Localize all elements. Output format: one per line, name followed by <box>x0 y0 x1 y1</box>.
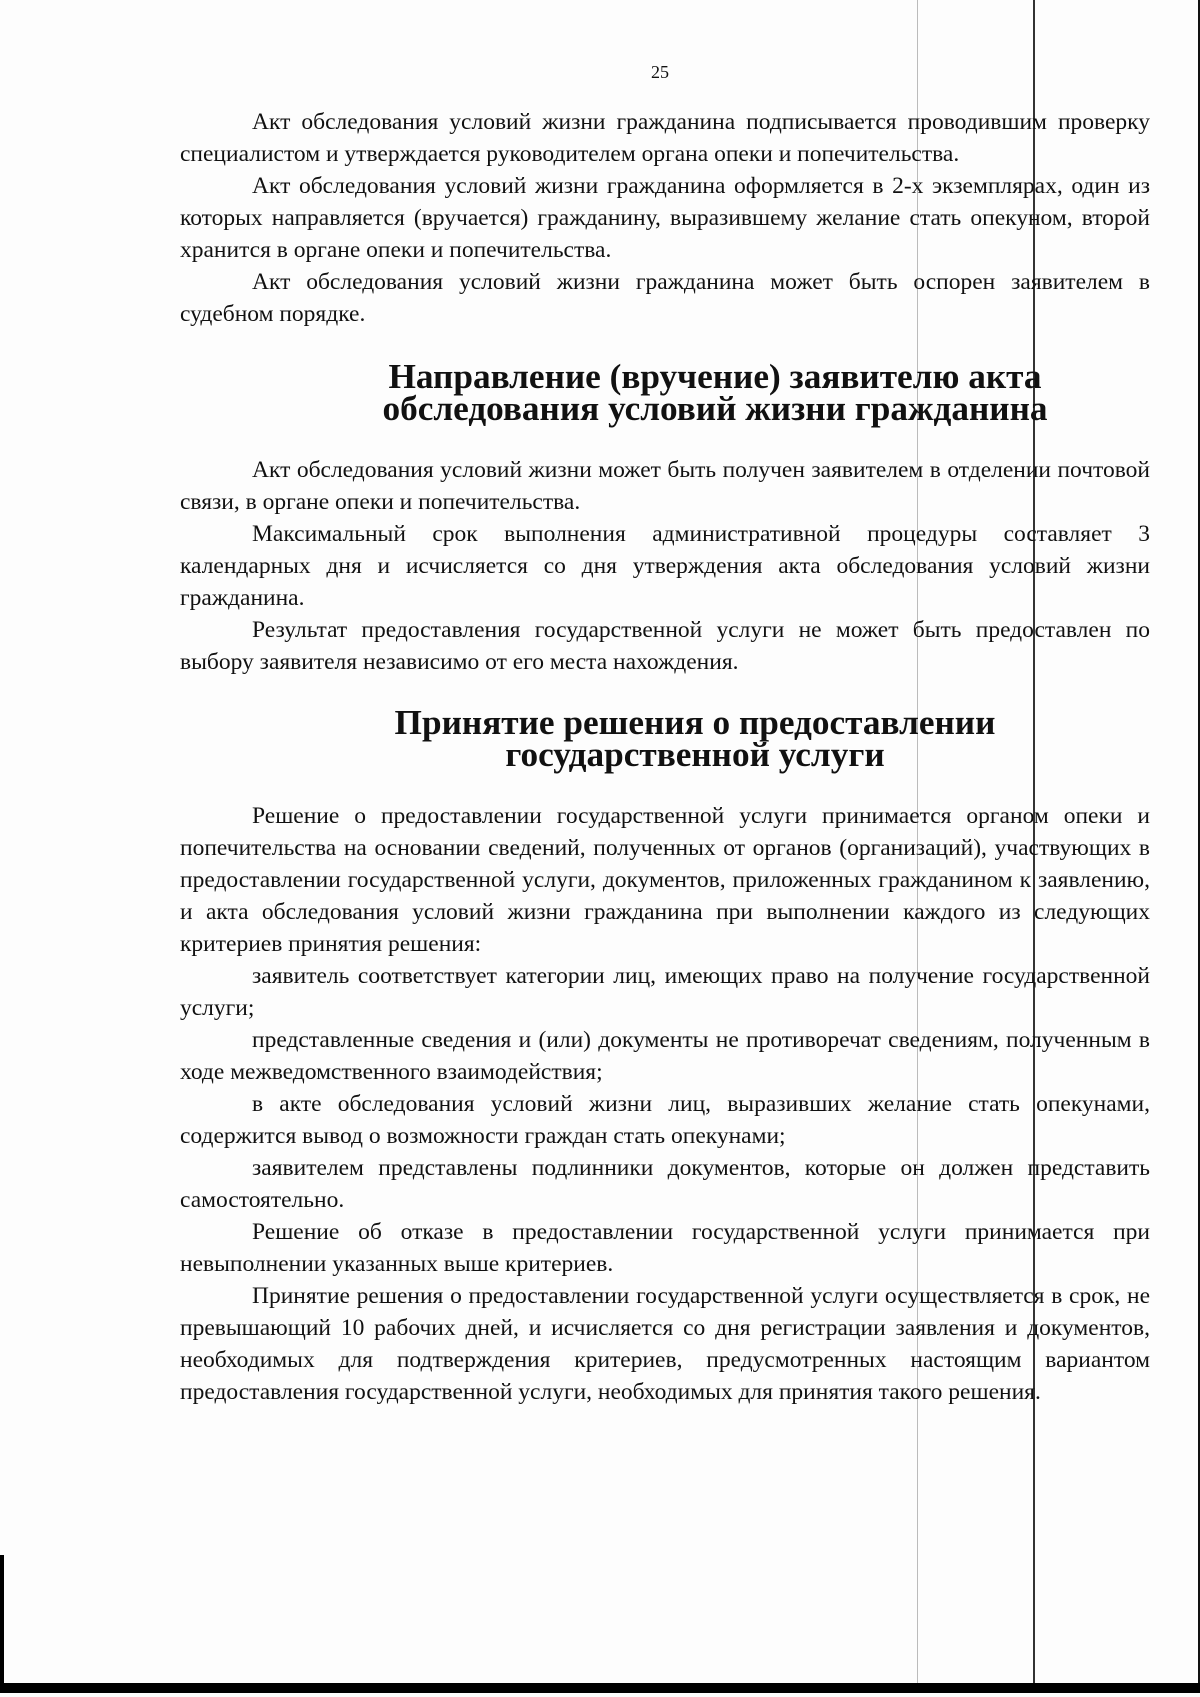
paragraph: Максимальный срок выполнения административной процедуры составляет 3 календарных дня и исчисляется со дня утверждения акта обследования условий жизни гражданина. <box>180 521 1150 611</box>
page-number: 25 <box>651 62 669 82</box>
document-body <box>180 106 1150 1408</box>
paragraph: Акт обследования условий жизни гражданина оформляется в 2-х экземплярах, один из которых направляется (вручается) гражданину, выразившему желание стать опекуном, второй хранится в органе опеки и попечительства. <box>180 173 1150 263</box>
criterion-item: заявителем представлены подлинники документов, которые он должен представить самостоятельно. <box>180 1155 1150 1213</box>
scan-artifact-line <box>0 1683 1200 1693</box>
paragraph: Принятие решения о предоставлении государственной услуги осуществляется в срок, не превышающий 10 рабочих дней, и исчисляется со дня регистрации заявления и документов, необходимых для подтверждения критериев, предусмотренных настоящим вариантом предоставления государственной услуги, необходимых для принятия такого решения. <box>180 1283 1150 1405</box>
paragraph: Решение об отказе в предоставлении государственной услуги принимается при невыполнении указанных выше критериев. <box>180 1219 1150 1277</box>
section-heading: Принятие решения о предоставлении государственной услуги <box>394 703 996 774</box>
section-heading: Направление (вручение) заявителю акта обследования условий жизни гражданина <box>382 357 1048 428</box>
paragraph: Акт обследования условий жизни гражданина подписывается проводившим проверку специалистом и утверждается руководителем органа опеки и попечительства. <box>180 109 1150 167</box>
paragraph: Акт обследования условий жизни может быть получен заявителем в отделении почтовой связи, в органе опеки и попечительства. <box>180 457 1150 515</box>
criterion-item: представленные сведения и (или) документы не противоречат сведениям, полученным в ходе межведомственного взаимодействия; <box>180 1027 1150 1085</box>
paragraph: Результат предоставления государственной услуги не может быть предоставлен по выбору заявителя независимо от его места нахождения. <box>180 617 1150 675</box>
paragraph: Решение о предоставлении государственной услуги принимается органом опеки и попечительства на основании сведений, полученных от органов (организаций), участвующих в предоставлении государственной услуги, документов, приложенных гражданином к заявлению, и акта обследования условий жизни гражданина при выполнении каждого из следующих критериев принятия решения: <box>180 803 1150 957</box>
paragraph: Акт обследования условий жизни гражданина может быть оспорен заявителем в судебном порядке. <box>180 269 1150 327</box>
scan-artifact-line <box>0 1555 4 1690</box>
criterion-item: заявитель соответствует категории лиц, имеющих право на получение государственной услуги; <box>180 963 1150 1021</box>
criterion-item: в акте обследования условий жизни лиц, выразивших желание стать опекунами, содержится вывод о возможности граждан стать опекунами; <box>180 1091 1150 1149</box>
